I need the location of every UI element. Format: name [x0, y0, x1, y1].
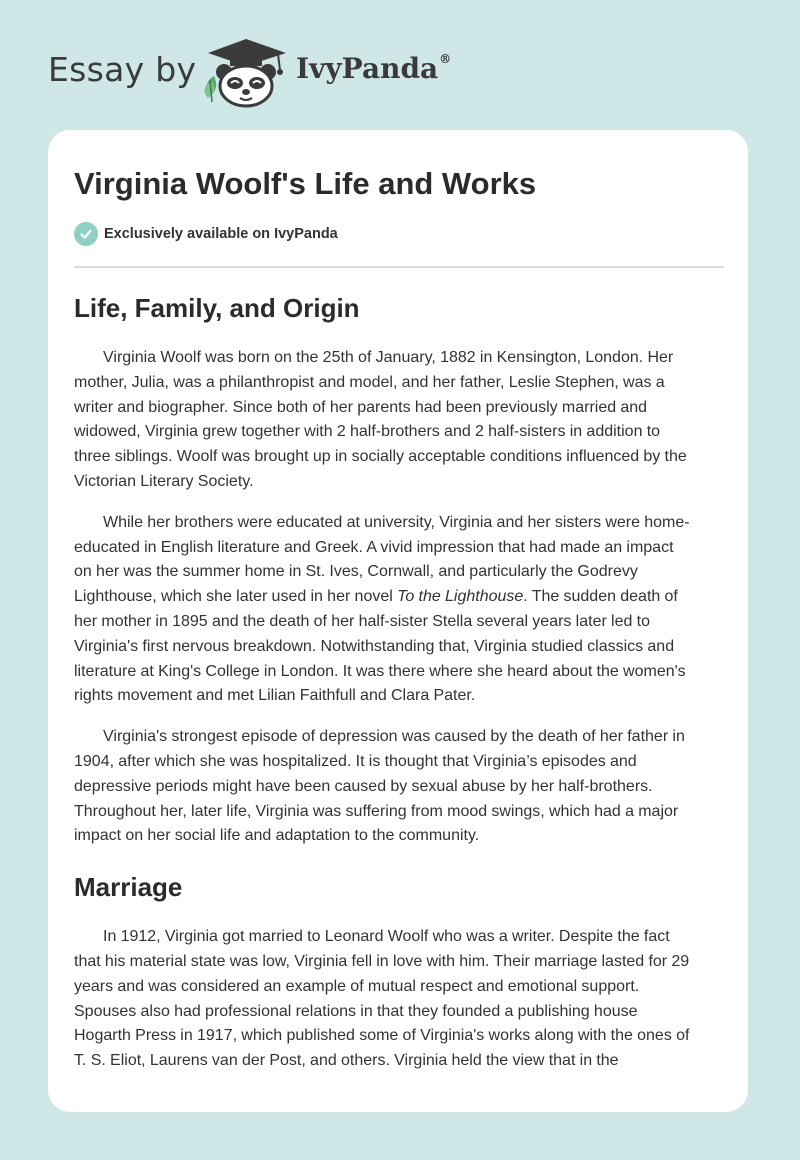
section-heading-marriage: Marriage [74, 872, 183, 903]
section-heading-life: Life, Family, and Origin [74, 293, 360, 323]
registered-mark: ® [439, 52, 452, 66]
site-header [0, 0, 800, 130]
paragraph: Virginia Woolf was born on the 25th of January, 1882 in Kensington, London. Her mother, Julia, was a philanthropist and model, and her father, Leslie Stephen, was a writer and biographer. Since both of her parents had been previously married and widowed, Virginia grew together with 2 half-brothers and 2 half-sisters in addition to three siblings. Woolf was brought up in socially acceptable conditions influenced by the Victorian Literary Society. [74, 349, 687, 490]
paragraph: In 1912, Virginia got married to Leonard Woolf who was a writer. Despite the fact that his material state was low, Virginia fell in love with him. Their marriage lasted for 29 years and was considered an example of mutual respect and emotional support. Spouses also had professional relations in that they founded a publishing house Hogarth Press in 1917, which published some of Virginia's works along with the ones of T. S. Eliot, Laurens van der Post, and others. Virginia held the view that in the [74, 928, 690, 1070]
essay-title: Virginia Woolf's Life and Works [74, 166, 537, 201]
check-icon [74, 222, 98, 246]
divider [74, 266, 724, 268]
paragraph: While her brothers were educated at university, Virginia and her sisters were home- educated in English literature and Greek. A vivid impression that had made an impact on her was the summer home in St. Ives, Cornwall, and particularly the Godrevy Lighthouse, which she later used in her novel To the Lighthouse. The sudden death of her mother in 1895 and the death of her half-sister Stella several years later led to Virginia's first nervous breakdown. Notwithstanding that, Virginia studied classics and literature at King's College in London. It was there where she heard about the women's rights movement and met Lilian Faithfull and Clara Pater. [74, 513, 690, 705]
essay-card [48, 130, 748, 1112]
badge-text: Exclusively available on IvyPanda [104, 226, 338, 242]
exclusive-badge [74, 220, 724, 248]
panda-graduate-logo-icon[interactable] [200, 36, 292, 108]
brand-name[interactable]: IvyPanda® [296, 52, 452, 85]
essay-content [74, 164, 724, 1074]
paragraph: Virginia's strongest episode of depression was caused by the death of her father in 1904, after which she was hospitalized. It is thought that Virginia’s episodes and depressive periods might have been caused by sexual abuse by her half-brothers. Throughout her, later life, Virginia was suffering from mood swings, which had a major impact on her social life and adaptation to the community. [74, 728, 685, 845]
novel-title: To the Lighthouse [397, 588, 524, 606]
brand-prefix: Essay by [48, 50, 197, 89]
